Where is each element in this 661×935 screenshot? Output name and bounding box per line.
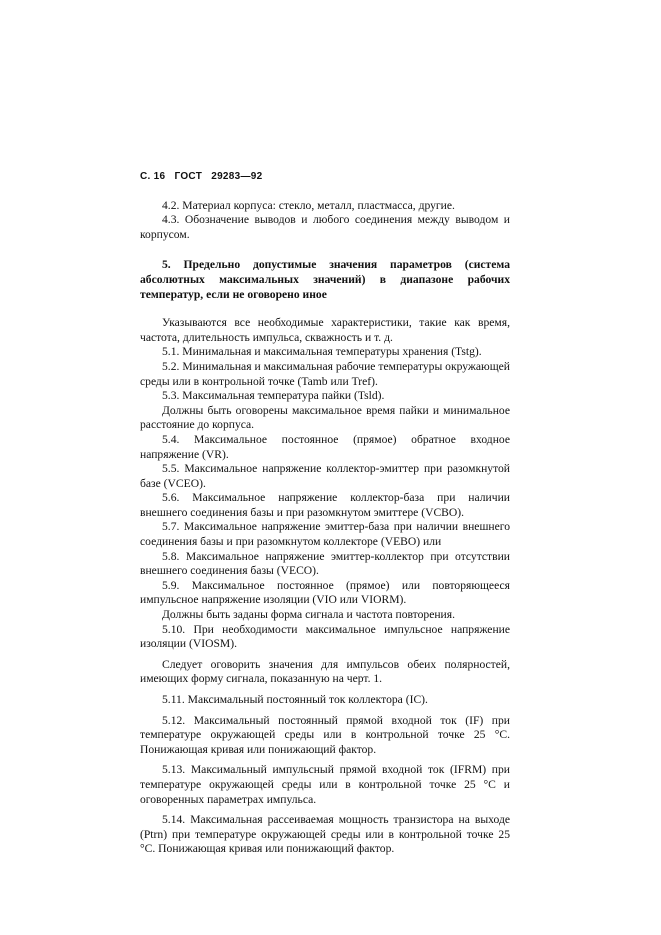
paragraph-intro: Указываются все необходимые характеристики, такие как время, частота, длительность импульса, скважность и т. д. [140, 316, 510, 344]
paragraph-5-3-note: Должны быть оговорены максимальное время пайки и минимальное расстояние до корпуса. [140, 403, 510, 432]
paragraph-4-2: 4.2. Материал корпуса: стекло, металл, пластмасса, другие. [162, 198, 455, 212]
paragraph-5-1: 5.1. Минимальная и максимальная температуры хранения (Tstg). [162, 345, 482, 359]
standard-number: 29283—92 [211, 171, 263, 182]
paragraph-5-9: 5.9. Максимальное постоянное (прямое) или повторяющееся импульсное напряжение изоляции (VIO или VIORM). [140, 578, 510, 607]
page-number: С. 16 [140, 171, 166, 182]
paragraph-5-12: 5.12. Максимальный постоянный прямой входной ток (IF) при температуре окружающей среды или в контрольной точке 25 °С. Понижающая кривая или понижающий фактор. [140, 713, 510, 756]
paragraph-5-2: 5.2. Минимальная и максимальная рабочие температуры окружающей среды или в контрольной точке (Tamb или Tref). [140, 359, 510, 388]
paragraph-5-9-note: Должны быть заданы форма сигнала и частота повторения. [162, 608, 455, 622]
section-title: 5. Предельно допустимые значения параметров (система абсолютных максимальных значений) в диапазоне рабочих температур, если не оговорено иное [140, 258, 510, 301]
paragraph-5-10-note: Следует оговорить значения для импульсов обеих полярностей, имеющих форму сигнала, показанную на черт. 1. [140, 657, 510, 686]
paragraph-5-8: 5.8. Максимальное напряжение эмиттер-коллектор при отсутствии внешнего соединения базы (VECO). [140, 549, 510, 578]
page-header [140, 170, 510, 185]
paragraph-5-10: 5.10. При необходимости максимальное импульсное напряжение изоляции (VIOSM). [140, 622, 510, 651]
paragraph-5-11: 5.11. Максимальный постоянный ток коллектора (IC). [162, 693, 428, 706]
standard-label: ГОСТ [174, 171, 203, 182]
paragraph-5-5: 5.5. Максимальное напряжение коллектор-эмиттер при разомкнутой базе (VCEO). [140, 462, 510, 490]
paragraph-5-3: 5.3. Максимальная температура пайки (Tsld). [162, 389, 385, 403]
paragraph-5-4: 5.4. Максимальное постоянное (прямое) обратное входное напряжение (VR). [140, 432, 510, 461]
paragraph-5-14: 5.14. Максимальная рассеиваемая мощность транзистора на выходе (Ptrn) при температуре окружающей среды или в контрольной точке 25 °С. Понижающая кривая или понижающий фактор. [140, 813, 510, 856]
paragraph-5-6: 5.6. Максимальное напряжение коллектор-база при наличии внешнего соединения базы и при разомкнутом эмиттере (VCBO). [140, 491, 510, 519]
paragraph-5-13: 5.13. Максимальный импульсный прямой входной ток (IFRM) при температуре окружающей среды или в контрольной точке 25 °С и оговоренных параметрах импульса. [140, 763, 510, 806]
paragraph-5-7: 5.7. Максимальное напряжение эмиттер-база при наличии внешнего соединения базы и при разомкнутом коллекторе (VEBO) или [140, 520, 510, 549]
document-page [140, 170, 510, 857]
paragraph-4-3: 4.3. Обозначение выводов и любого соединения между выводом и корпусом. [140, 213, 510, 241]
